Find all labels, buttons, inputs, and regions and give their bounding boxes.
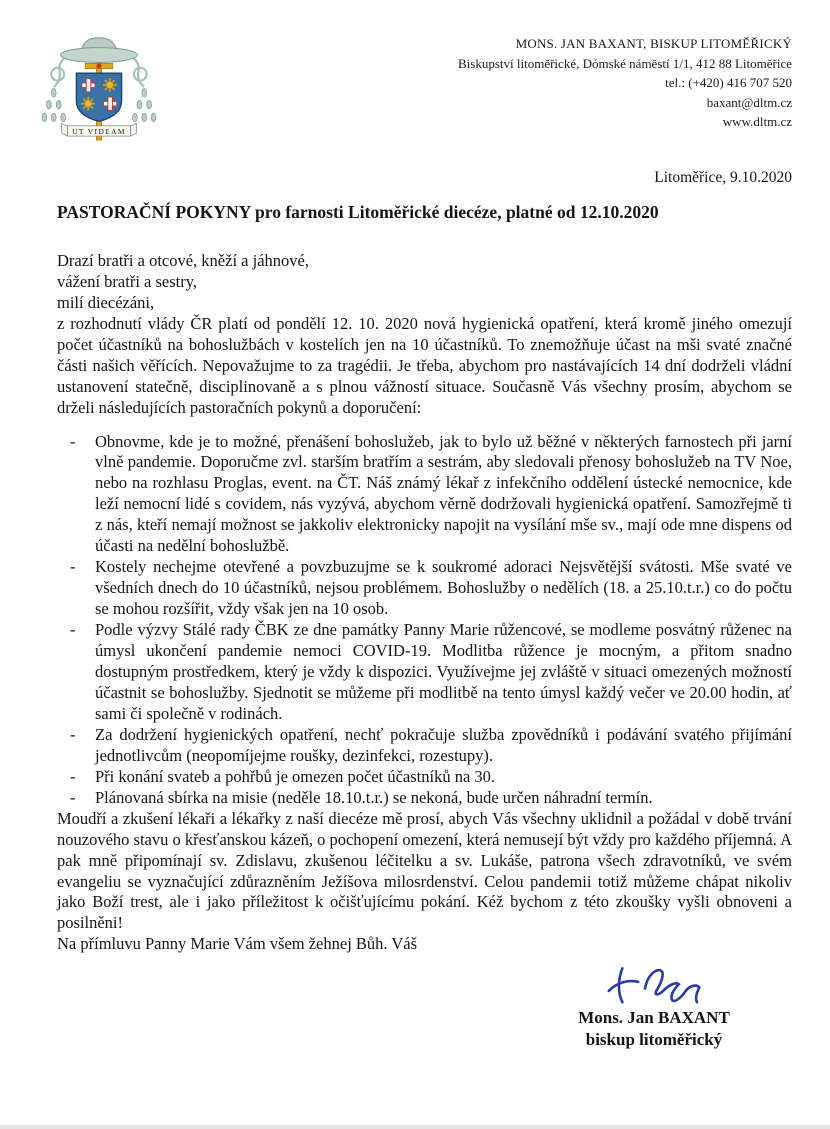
page-title: PASTORAČNÍ POKYNY pro farnosti Litoměřické diecéze, platné od 12.10.2020 <box>57 201 659 222</box>
letterhead-website: www.dltm.cz <box>722 114 792 129</box>
list-item: - Za dodržení hygienických opatření, nechť pokračuje služba zpovědníků i podávání svatého přijímání jednotlivcům (neopomíjejme roušky, dezinfekci, rozestupy). <box>95 725 792 767</box>
scan-edge-shadow <box>0 1125 830 1129</box>
signatory-title: biskup litoměřický <box>585 1029 723 1049</box>
letter-body <box>57 168 792 1050</box>
valediction: Na přímluvu Panny Marie Vám všem žehnej Bůh. Váš <box>57 934 418 954</box>
list-item: - Podle výzvy Stálé rady ČBK ze dne památky Panny Marie růžencové, se modleme posvátný růženec na úmysl ukončení pandemie nemoci COVID-19. Modlitba růžence je mocným, a přitom snadno dostupným prostředkem, který je vždy k dispozici. Využívejme jej zvláště v situaci omezených možností účastnit se bohoslužby. Sjednotit se můžeme při modlitbě na tento úmysl každý večer ve 20.00 hodin, ať sami či společně v rodinách. <box>95 620 792 725</box>
salutation <box>57 251 792 314</box>
list-item: - Kostely nechejme otevřené a povzbuzujme se k soukromé adoraci Nejsvětější svátosti. Mše svaté ve všedních dnech do 10 účastníků, nejsou problémem. Bohoslužby o nedělích (18. a 25.10.t.r.) co do počtu se mohou rozšířit, vždy však jen na 10 osob. <box>95 557 792 620</box>
letterhead-name: MONS. JAN BAXANT, BISKUP LITOMĚŘICKÝ <box>515 36 792 51</box>
salutation-line: milí diecézáni, <box>57 292 155 312</box>
intro-paragraph: z rozhodnutí vlády ČR platí od pondělí 12. 10. 2020 nová hygienická opatření, která kromě jiného omezují počet účastníků na bohoslužbách v kostelích jen na 10 účastníků. To znemožňuje účast na mši svaté značné části našich věřících. Nepovažujme to za tragédii. Je třeba, abychom pro nastávajících 14 dní dodrželi vládní ustanovení statečně, disciplinovaně a s plnou vážností situace. Současně Vás všechny prosím, abychom se drželi následujících pastoračních pokynů a doporučení: <box>57 313 792 417</box>
handwritten-signature-icon <box>569 957 739 1009</box>
signatory-name: Mons. Jan BAXANT <box>578 1008 730 1028</box>
signature-block <box>57 957 792 1050</box>
instructions-list <box>57 432 792 809</box>
closing-paragraph: Moudří a zkušení lékaři a lékařky z naší diecéze mě prosí, abych Vás všechny uklidnil a požádal v době trvání nouzového stavu o křesťanskou kázeň, o pochopení omezení, která nemusejí být vždy pro každého příjemná. A pak mně připomínají sv. Zdislavu, zkušenou léčitelku a sv. Lukáše, patrona všech zdravotníků, ve svém evangeliu se vyznačující zdůrazněním Ježíšova milosrdenství. Celou pandemii totiž můžeme chápat nikoliv jako Boží trest, ale i jako příležitost k očišťujícímu pokání. Kéž bychom z této zkoušky vyšli obnoveni a posilněni! <box>57 808 792 933</box>
list-item: - Při konání svateb a pohřbů je omezen počet účastníků na 30. <box>95 767 792 788</box>
list-item: - Plánovaná sbírka na misie (neděle 18.10.t.r.) se nekoná, bude určen náhradní termín. <box>95 788 792 809</box>
bishop-crest-icon <box>40 24 158 144</box>
list-item: - Obnovme, kde je to možné, přenášení bohoslužeb, jak to bylo už běžné v některých farnostech při jarní vlně pandemie. Doporučme zvl. starším bratřím a sestrám, aby sledovali přenosy bohoslužeb na TV Noe, nebo na rozhlasu Proglas, event. na ČT. Náš známý lékař z infekčního oddělení ústecké nemocnice, kde leží nemocní lidé s covidem, nás vyzývá, abychom věrně dodržovali hygienická opatření. Samozřejmě ti z nás, kteří nemají možnost se jakkoliv elektronicky napojit na vysílání mše sv., mají ode mne dispens od účasti na nedělní bohoslužbě. <box>95 432 792 558</box>
letterhead-phone: tel.: (+420) 416 707 520 <box>665 75 792 90</box>
date-line: Litoměřice, 9.10.2020 <box>654 169 792 186</box>
crest-motto: UT VIDEAM <box>72 126 126 136</box>
letterhead-email: baxant@dltm.cz <box>706 94 792 110</box>
letterhead-address: Biskupství litoměřické, Dómské náměstí 1/1, 412 88 Litoměřice <box>458 55 792 71</box>
letterhead-header <box>40 22 792 152</box>
salutation-line: Drazí bratři a otcové, kněží a jáhnové, <box>57 250 309 270</box>
salutation-line: vážení bratři a sestry, <box>57 271 198 291</box>
